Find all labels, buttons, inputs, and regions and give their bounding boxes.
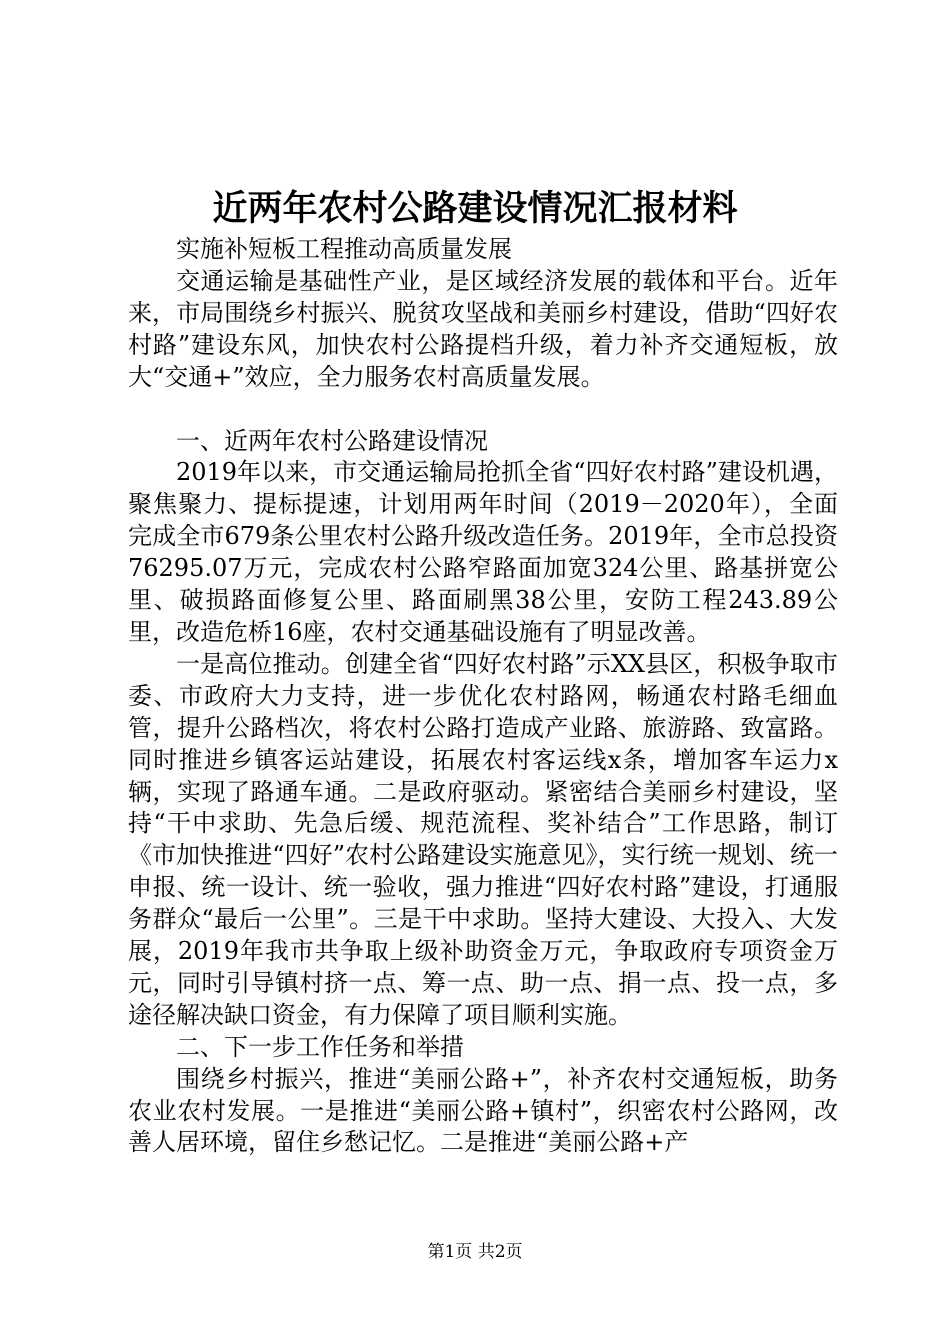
section1-heading: 一、近两年农村公路建设情况 [176, 426, 488, 455]
section2-paragraph-1: 围绕乡村振兴，推进“美丽公路+”，补齐农村交通短板，助务农业农村发展。一是推进“美丽公路+镇村”，织密农村公路网，改善人居环境，留住乡愁记忆。二是推进“美丽公路+产 [128, 1064, 838, 1157]
section1-paragraph-2: 一是高位推动。创建全省“四好农村路”示XX县区，积极争取市委、市政府大力支持，进一步优化农村路网，畅通农村路毛细血管，提升公路档次，将农村公路打造成产业路、旅游路、致富路。同时推进乡镇客运站建设，拓展农村客运线x条，增加客车运力x辆，实现了路通车通。二是政府驱动。紧密结合美丽乡村建设，坚持“干中求助、先急后缓、规范流程、奖补结合”工作思路，制订《市加快推进“四好”农村公路建设实施意见》，实行统一规划、统一申报、统一设计、统一验收，强力推进“四好农村路”建设，打通服务群众“最后一公里”。三是干中求助。坚持大建设、大投入、大发展，2019年我市共争取上级补助资金万元，争取政府专项资金万元，同时引导镇村挤一点、筹一点、助一点、捐一点、投一点，多途径解决缺口资金，有力保障了项目顺利实施。 [128, 649, 838, 1029]
intro-paragraph: 交通运输是基础性产业，是区域经济发展的载体和平台。近年来，市局围绕乡村振兴、脱贫攻坚战和美丽乡村建设，借助“四好农村路”建设东风，加快农村公路提档升级，着力补齐交通短板，放大“交通+”效应，全力服务农村高质量发展。 [128, 266, 838, 391]
subtitle-paragraph: 实施补短板工程推动高质量发展 [176, 235, 512, 263]
document-title: 近两年农村公路建设情况汇报材料 [212, 188, 738, 229]
section2-heading: 二、下一步工作任务和举措 [176, 1032, 464, 1061]
page-footer: 第1页 共2页 [427, 1242, 523, 1262]
document-body [128, 234, 838, 1159]
paragraph-gap [128, 394, 838, 426]
section1-paragraph-1: 2019年以来，市交通运输局抢抓全省“四好农村路”建设机遇，聚焦聚力、提标提速，计划用两年时间（2019－2020年），全面完成全市679条公里农村公路升级改造任务。2019年，全市总投资76295.07万元，完成农村公路窄路面加宽324公里、路基拼宽公里、破损路面修复公里、路面刷黑38公里，安防工程243.89公里，改造危桥16座，农村交通基础设施有了明显改善。 [128, 458, 838, 646]
